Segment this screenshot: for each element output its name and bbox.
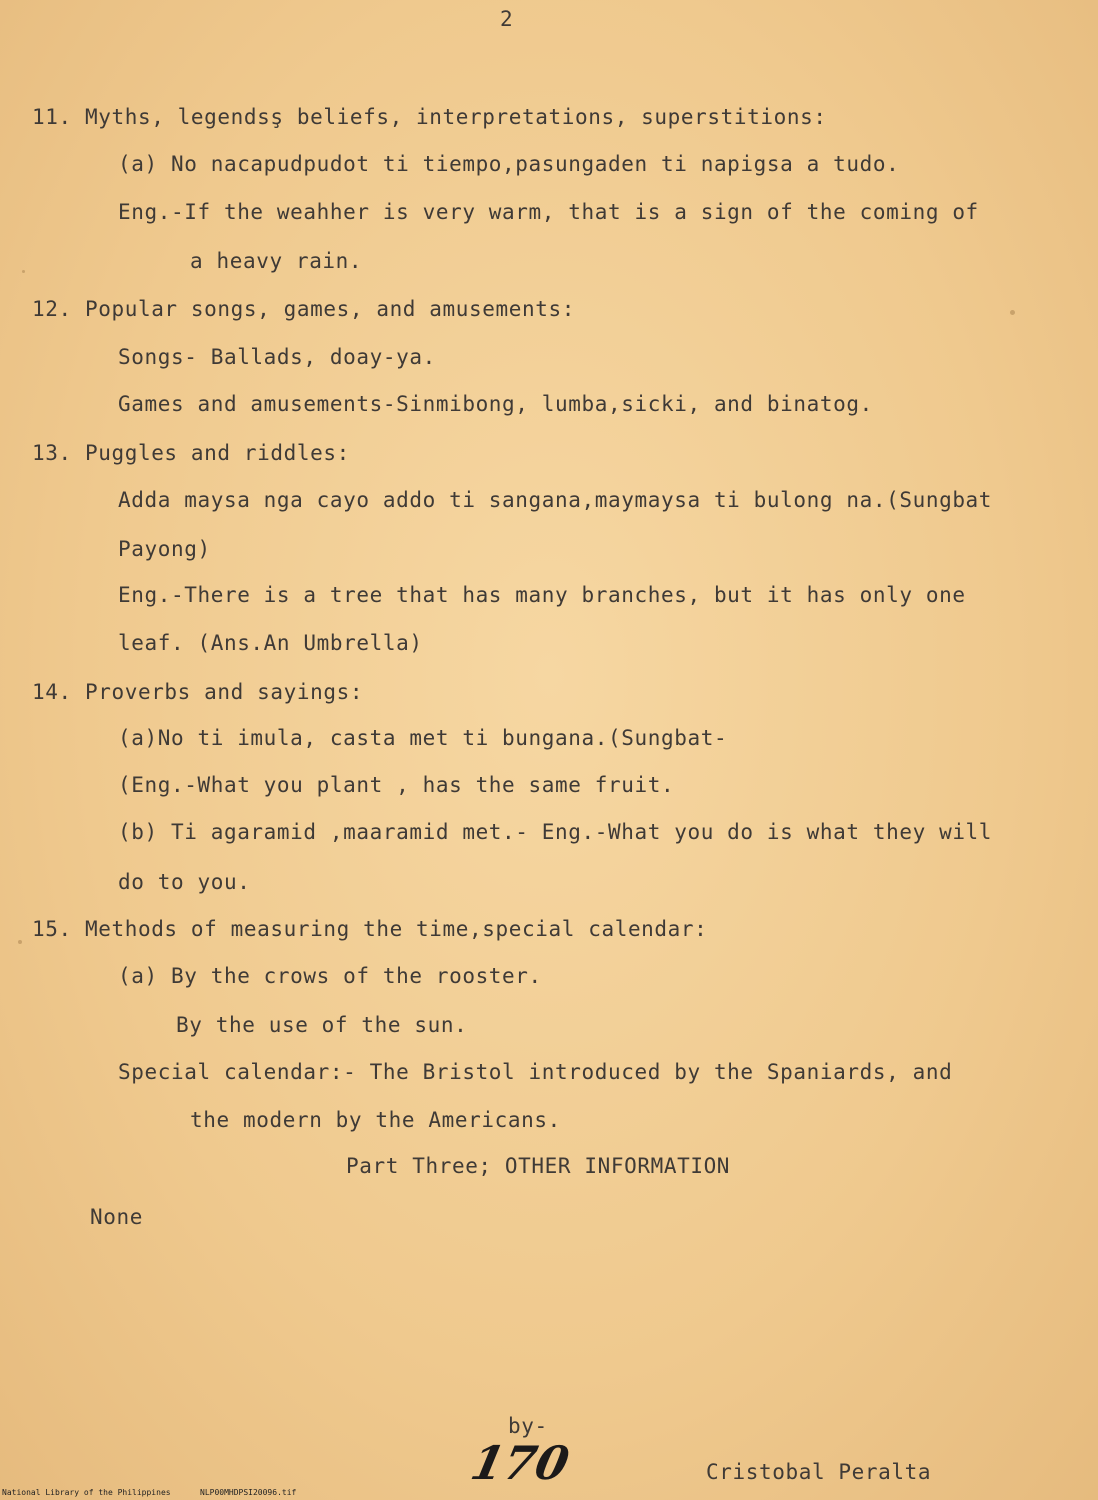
line-11-heading: 11. Myths, legendsş beliefs, interpretations, superstitions: (32, 105, 827, 129)
line-15-a: (a) By the crows of the rooster. (118, 964, 542, 988)
line-12-games: Games and amusements-Sinmibong, lumba,sicki, and binatog. (118, 392, 873, 416)
line-15-heading: 15. Methods of measuring the time,special calendar: (32, 917, 708, 941)
paper-speck (18, 940, 22, 944)
handwritten-page-number: 170 (466, 1436, 574, 1490)
none-text: None (90, 1205, 143, 1229)
line-11-a: (a) No nacapudpudot ti tiempo,pasungaden ti napigsa a tudo. (118, 152, 900, 176)
line-13-eng-cont: leaf. (Ans.An Umbrella) (118, 631, 423, 655)
paper-speck (1010, 310, 1015, 315)
signature-by: by- (508, 1414, 548, 1438)
line-14-b-cont: do to you. (118, 870, 251, 894)
signature-name: Cristobal Peralta (706, 1460, 932, 1484)
line-14-a: (a)No ti imula, casta met ti bungana.(Sungbat- (118, 726, 728, 750)
line-15-special-cont: the modern by the Americans. (190, 1108, 561, 1132)
line-14-heading: 14. Proverbs and sayings: (32, 680, 364, 704)
line-13-eng: Eng.-There is a tree that has many branches, but it has only one (118, 583, 966, 607)
line-12-songs: Songs- Ballads, doay-ya. (118, 345, 436, 369)
line-13-heading: 13. Puggles and riddles: (32, 441, 350, 465)
footer-library: National Library of the Philippines (2, 1488, 171, 1497)
page-number: 2 (500, 7, 514, 31)
line-11-eng: Eng.-If the weahher is very warm, that is a sign of the coming of (118, 200, 979, 224)
line-15-a2: By the use of the sun. (176, 1013, 468, 1037)
line-14-a-eng: (Eng.-What you plant , has the same fruit. (118, 773, 675, 797)
paper-speck (22, 270, 25, 273)
line-13-riddle-cont: Payong) (118, 537, 211, 561)
line-15-special: Special calendar:- The Bristol introduced by the Spaniards, and (118, 1060, 953, 1084)
part-three-heading: Part Three; OTHER INFORMATION (346, 1154, 731, 1178)
line-13-riddle: Adda maysa nga cayo addo ti sangana,maymaysa ti bulong na.(Sungbat (118, 488, 993, 512)
line-14-b: (b) Ti agaramid ,maaramid met.- Eng.-What you do is what they will (118, 820, 993, 844)
footer-filename: NLP00MHDPSI20096.tif (200, 1488, 297, 1497)
line-11-eng-cont: a heavy rain. (190, 249, 363, 273)
line-12-heading: 12. Popular songs, games, and amusements: (32, 297, 575, 321)
